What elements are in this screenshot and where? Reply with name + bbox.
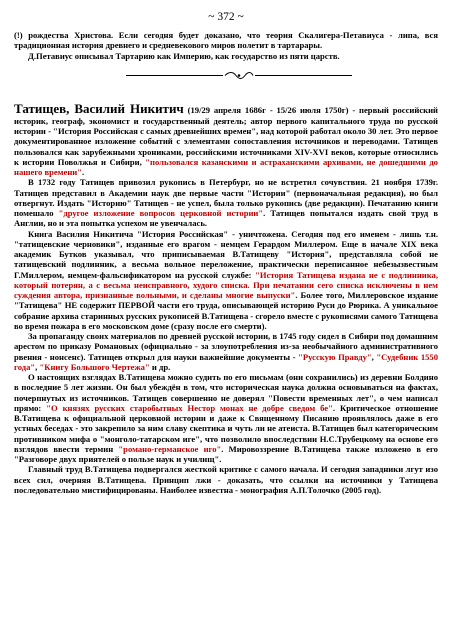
ornamental-divider-icon (223, 71, 255, 80)
paragraph-criticism: Главный труд В.Татищева подвергался жесткой критике с самого начала. И сегодня западники лгут изо всех сил, очерняя В.Татищева. Принцип лжи - доказать, что ссылки на источники у Татищева последовательно мистифицированы. Наиболее известна - монография А.П.Толочко (2005 год). (14, 464, 438, 495)
document-russkaya-pravda: "Русскую Правду" (298, 351, 372, 362)
paragraph-propaganda (14, 331, 438, 372)
paragraph-propaganda-text: За пропаганду своих материалов по древней русской истории, в 1745 году сидел в Сибири под домашним арестом по приказу Романовых (официально - за злоупотребления из-за необычайного административного рвения - нонсенс). Татищев открыл для науки важнейшие документы - (14, 331, 438, 362)
paragraph-1732-text: В 1732 году Татищев привозил рукопись в Петербург, но не встретил сочувствия. 21 ноября 1739г. Татищев представил в Академии наук две первые части "Истории" (первоначальная редакция), но был отвергнут. Издать "Историю" Татищев - не успел, была только рукопись (две редакции). Печатанию книги помешало (14, 177, 438, 218)
document-sudebnik: "Судебник 1550 года" (14, 351, 439, 372)
paragraph-views-end: . Мировоззрение В.Татищева также изложено в его "Разговоре двух приятелей о пользе наук и училищ". (14, 443, 438, 464)
paragraph-views (14, 372, 438, 464)
church-history-quote: "другое изложение вопросов церковной истории" (58, 208, 264, 218)
article-heading: Татищев, Василий Никитич (14, 100, 184, 116)
paragraph-1732 (14, 177, 438, 228)
paragraph-views-middle: . Критическое отношение В.Татищева к официальной церковной истории и даже к Священному Писанию проявлялось даже в его устных беседах - это закрепило за ним славу скептика и чуть ли не атеиста. В.Татищев был категорическим противником мифа о "монголо-татарском иге", что позволило впоследствии Н.С.Трубецкому на основе его взглядов ввести термин (14, 402, 438, 454)
section-divider (14, 61, 438, 101)
butkov-quote: "История Татищева издана не с подлинника, который потерян, а с весьма неисправного, худого списка. При печатании сего списка исключены в нем суждения автора, признанные вольными, и сделаны многие выпуски" (14, 269, 438, 300)
page-number: ~ 372 ~ (208, 11, 244, 23)
paragraph-kniga-end: . Более того, Миллеровское издание "Татищева" НЕ содержит ПЕРВОЙ части его труда, описывающей историю Руси до Рюрика. А уникальное собрание архива старинных русских рукописей В.Татищева - сгорело вместе с рукописями самого Татищева во время пожара в его московском доме (сразу после его смерти). (14, 290, 438, 331)
paragraph-propaganda-end: и др. (149, 361, 171, 372)
document-kniga-chertezha: "Книгу Большого Чертежа" (39, 361, 150, 372)
heading-end: . (82, 167, 85, 177)
separator-1: , (371, 351, 377, 362)
paragraph-views-text: О настоящих взглядах В.Татищева можно судить по его письмам (они сохранились) из деревни Болдино в последние 5 лет жизни. Он был убеждён в том, что историческая наука должна основываться на фактах, почерпнутых из источников. Татищев совершенно не доверял "Повести временных лет", о чем написал прямо: (14, 372, 438, 413)
romano-germanic-term: "романо-германское иго" (118, 443, 222, 454)
petavius-paragraph: Д.Петавиус описывал Тартарию как Империю, как государство из пяти царств. (28, 50, 340, 61)
paragraph-kniga (14, 229, 438, 332)
separator-2: , (35, 361, 40, 372)
archives-quote: "пользовался казанскими и астраханскими архивами, не дошедшими до нашего времени" (14, 156, 438, 177)
article-intro (14, 101, 438, 178)
heading-description: (19/29 апреля 1686г - 15/26 июля 1750г) - первый российский историк, географ, экономист и государственный деятель; автор первого капитального труда по русской истории - "История Российская с самых древнейших времен", над которой работал около 30 лет. Это первое документированное изложение событий с элементами сопоставления источников и переводами. Татищев пользовался как зарубежными хрониками, российскими источниками XIV-XVI веков, которые относились к истории Поволжья и Сибири, (14, 104, 438, 167)
paragraph-kniga-text: Книга Василия Никитича "История Российская" - уничтожена. Сегодня под его именем - лишь т.н. "татищевские черновики", изданные его врагом - немцем Герардом Миллером. Еще в начале XIX века академик Бутков указывал, что приписываемая В.Татищеву "История", представляла собой не татищевский подлинник, а весьма вольное переложение, практически переписанное небезызвестным Г.Миллером, немцем-фальсификатором на русской службе: (14, 228, 438, 280)
nestor-quote: "О князях русских старобытных Нестор монах не добре сведом бе" (46, 402, 333, 413)
intro-paragraph: (!) рождества Христова. Если сегодня будет доказано, что теория Скалигера-Петавиуса - липа, вся традиционная история древнего и средневекового миров полетит в тартарары. (14, 30, 438, 51)
paragraph-1732-end: . Татищев попытался издать свой труд в Англии, но и эта попытка успехом не увенчалась. (14, 208, 438, 229)
